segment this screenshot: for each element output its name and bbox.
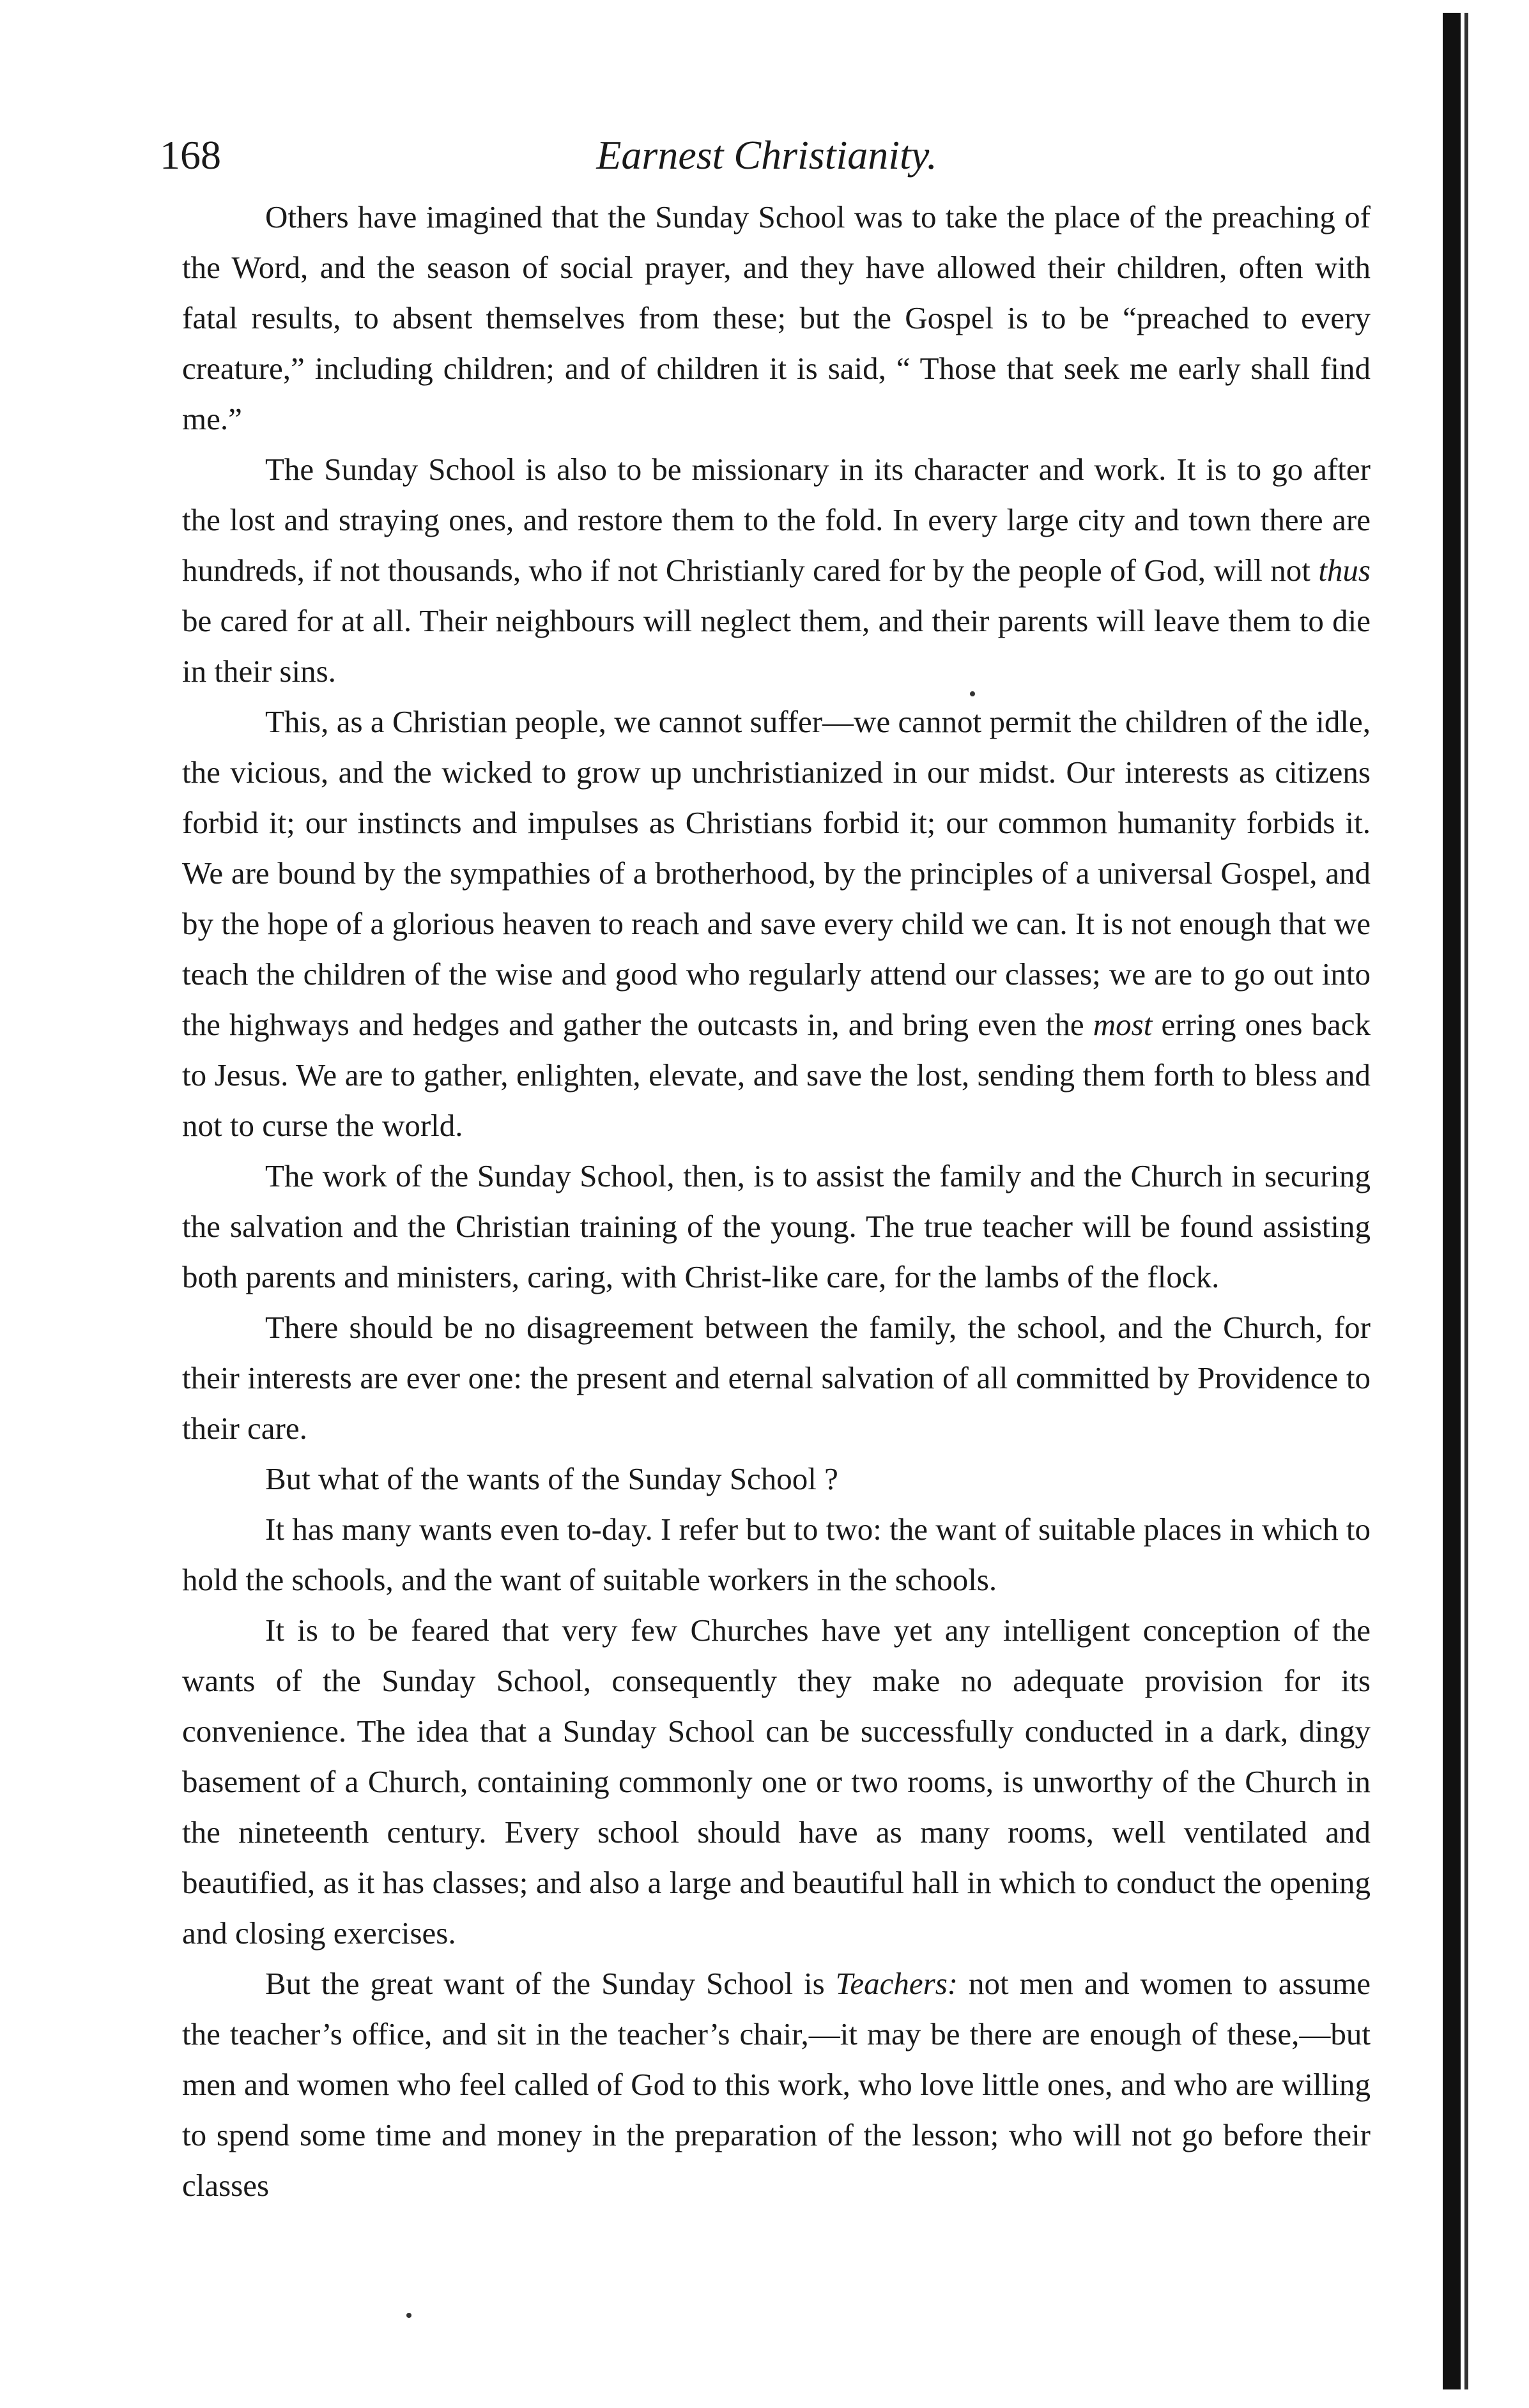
text-run: There should be no disagreement between the family, the school, and the Church, for their interests are ever one: the present and eternal salvation of all committed by Providence to their care. <box>182 1310 1371 1446</box>
text-run: not men and women to assume the teacher’s office, and sit in the teacher’s chair,—it may be there are enough of these,—but men and women who feel called of God to this work, who love little ones, and who are willing to spend some time and money in the preparation of the lesson; who will not go before their classes <box>182 1966 1371 2203</box>
paragraph <box>182 192 1371 444</box>
paragraph <box>182 444 1371 696</box>
text-run: The Sunday School is also to be missionary in its character and work. It is to go after the lost and straying ones, and restore them to the fold. In every large city and town there are hundreds, if not thousands, who if not Christianly cared for by the people of God, will not <box>182 452 1371 588</box>
paragraph <box>182 1605 1371 1958</box>
paragraph <box>182 1302 1371 1453</box>
print-speck <box>406 2313 411 2318</box>
text-run: This, as a Christian people, we cannot suffer—we cannot permit the children of the idle, the vicious, and the wicked to grow up unchristianized in our midst. Our interests as citizens forbid it; our instincts and impulses as Christians forbid it; our common humanity forbids it. We are bound by the sympathies of a brotherhood, by the principles of a universal Gospel, and by the hope of a glorious heaven to reach and save every child we can. It is not enough that we teach the children of the wise and good who regularly attend our classes; we are to go out into the highways and hedges and gather the outcasts in, and bring even the <box>182 704 1371 1042</box>
running-head <box>160 120 1374 190</box>
running-title: Earnest Christianity. <box>596 132 937 178</box>
paragraph <box>182 1958 1371 2211</box>
text-run: But what of the wants of the Sunday School ? <box>265 1461 838 1496</box>
print-speck <box>970 691 975 696</box>
italic-text: most <box>1093 1007 1153 1042</box>
binding-shadow <box>1443 13 1461 2389</box>
italic-text: Teachers: <box>835 1966 958 2001</box>
paragraph <box>182 1453 1371 1504</box>
paragraph <box>182 696 1371 1151</box>
text-run: The work of the Sunday School, then, is to assist the family and the Church in securing the salvation and the Christian training of the young. The true teacher will be found assisting both parents and ministers, caring, with Christ-like care, for the lambs of the flock. <box>182 1158 1371 1294</box>
paragraph <box>182 1151 1371 1302</box>
text-run: It has many wants even to-day. I refer but to two: the want of suitable places in which to hold the schools, and the want of suitable workers in the schools. <box>182 1512 1371 1597</box>
binding-shadow-edge <box>1464 13 1468 2389</box>
italic-text: thus <box>1318 553 1371 588</box>
text-run: erring ones back to Jesus. We are to gather, enlighten, elevate, and save the lost, sending them forth to bless and not to curse the world. <box>182 1007 1371 1143</box>
page-number: 168 <box>160 132 221 178</box>
body-text <box>182 192 1371 2211</box>
text-run: But the great want of the Sunday School is <box>265 1966 836 2001</box>
text-run: It is to be feared that very few Churches have yet any intelligent conception of the wants of the Sunday School, consequently they make no adequate provision for its convenience. The idea that a Sunday School can be successfully conducted in a dark, dingy basement of a Church, containing commonly one or two rooms, is unworthy of the Church in the nineteenth century. Every school should have as many rooms, well ventilated and beautified, as it has classes; and also a large and beautiful hall in which to conduct the opening and closing exercises. <box>182 1613 1371 1951</box>
text-run: be cared for at all. Their neighbours will neglect them, and their parents will leave them to die in their sins. <box>182 603 1371 689</box>
text-run: Others have imagined that the Sunday School was to take the place of the preaching of the Word, and the season of social prayer, and they have allowed their children, often with fatal results, to absent themselves from these; but the Gospel is to be “preached to every creature,” including children; and of children it is said, “ Those that seek me early shall find me.” <box>182 199 1371 436</box>
paragraph <box>182 1504 1371 1605</box>
